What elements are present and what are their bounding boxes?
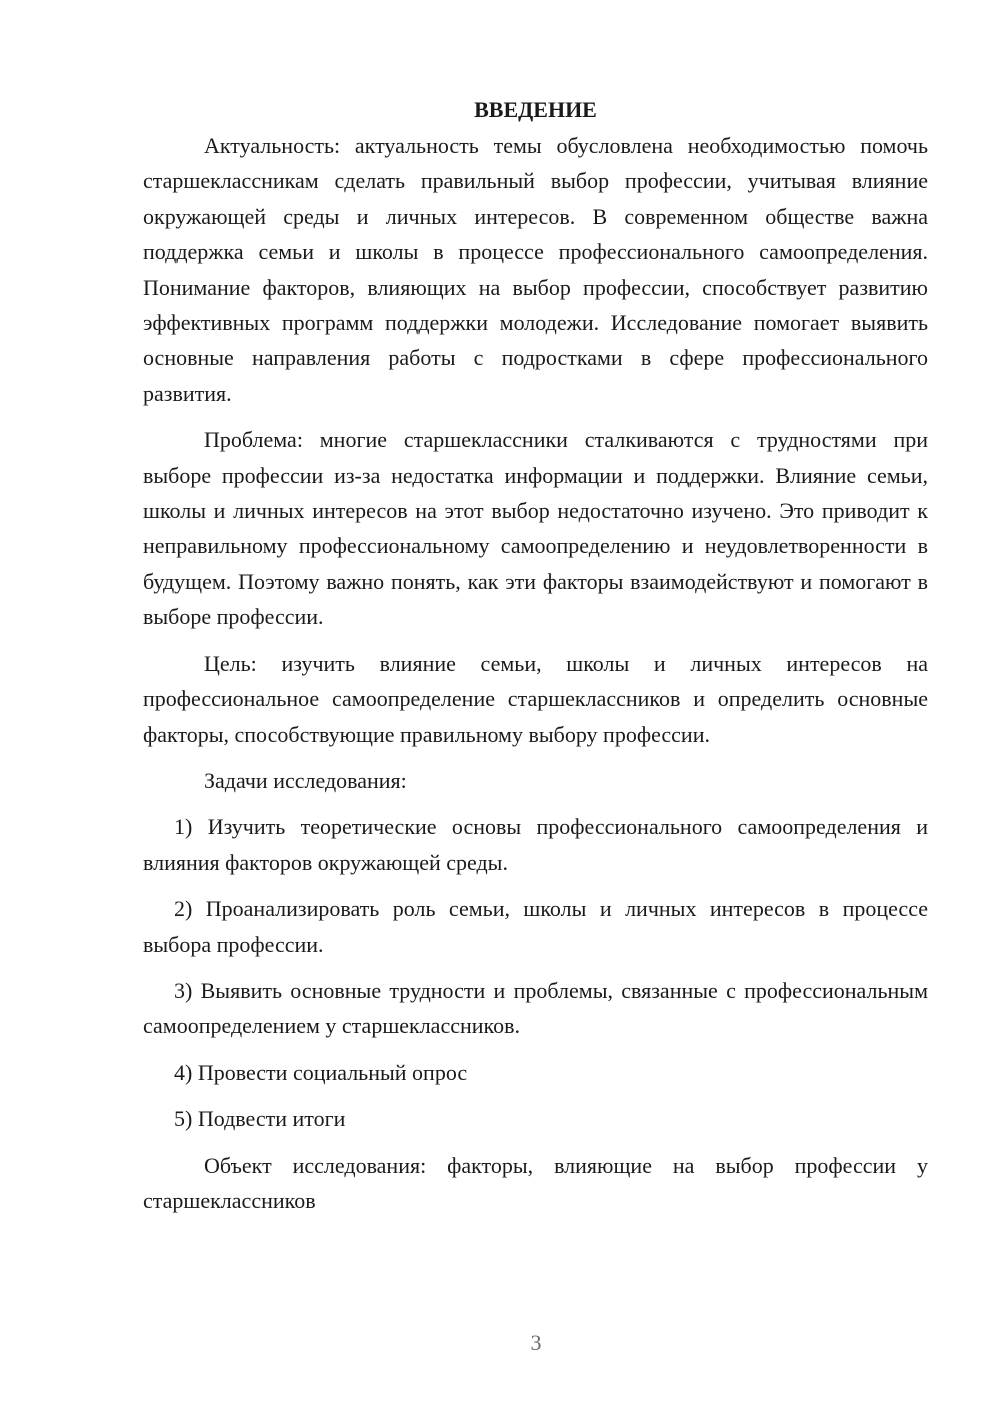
relevance-paragraph: Актуальность: актуальность темы обусловлена необходимостью помочь старшеклассникам сделать правильный выбор профессии, учитывая влияние окружающей среды и личных интересов. В современном обществе важна поддержка семьи и школы в процессе профессионального самоопределения. Понимание факторов, влияющих на выбор профессии, способствует развитию эффективных программ поддержки молодежи. Исследование помогает выявить основные направления работы с подростками в сфере профессионального развития.	[143, 133, 928, 406]
tasks-heading: Задачи исследования:	[204, 767, 407, 793]
task-item-1: 1) Изучить теоретические основы профессионального самоопределения и влияния факторов окружающей среды.	[143, 814, 928, 875]
task-item-2: 2) Проанализировать роль семьи, школы и личных интересов в процессе выбора профессии.	[143, 896, 928, 957]
section-title: ВВЕДЕНИЕ	[474, 97, 597, 122]
task-item-4: 4) Провести социальный опрос	[174, 1059, 468, 1085]
task-item-3: 3) Выявить основные трудности и проблемы, связанные с профессиональным самоопределением у старшеклассников.	[143, 977, 928, 1039]
page-number: 3	[530, 1330, 542, 1355]
problem-paragraph: Проблема: многие старшеклассники сталкиваются с трудностями при выборе профессии из-за недостатка информации и поддержки. Влияние семьи, школы и личных интересов на этот выбор недостаточно изучено. Это приводит к неправильному профессиональному самоопределению и неудовлетворенности в будущем. Поэтому важно понять, как эти факторы взаимодействуют и помогают в выборе профессии.	[143, 427, 928, 630]
object-paragraph: Объект исследования: факторы, влияющие на выбор профессии у старшеклассников	[143, 1152, 928, 1213]
task-item-5: 5) Подвести итоги	[174, 1106, 346, 1132]
goal-paragraph: Цель: изучить влияние семьи, школы и личных интересов на профессиональное самоопределение старшеклассников и определить основные факторы, способствующие правильному выбору профессии.	[143, 650, 928, 747]
document-page	[143, 92, 928, 1218]
